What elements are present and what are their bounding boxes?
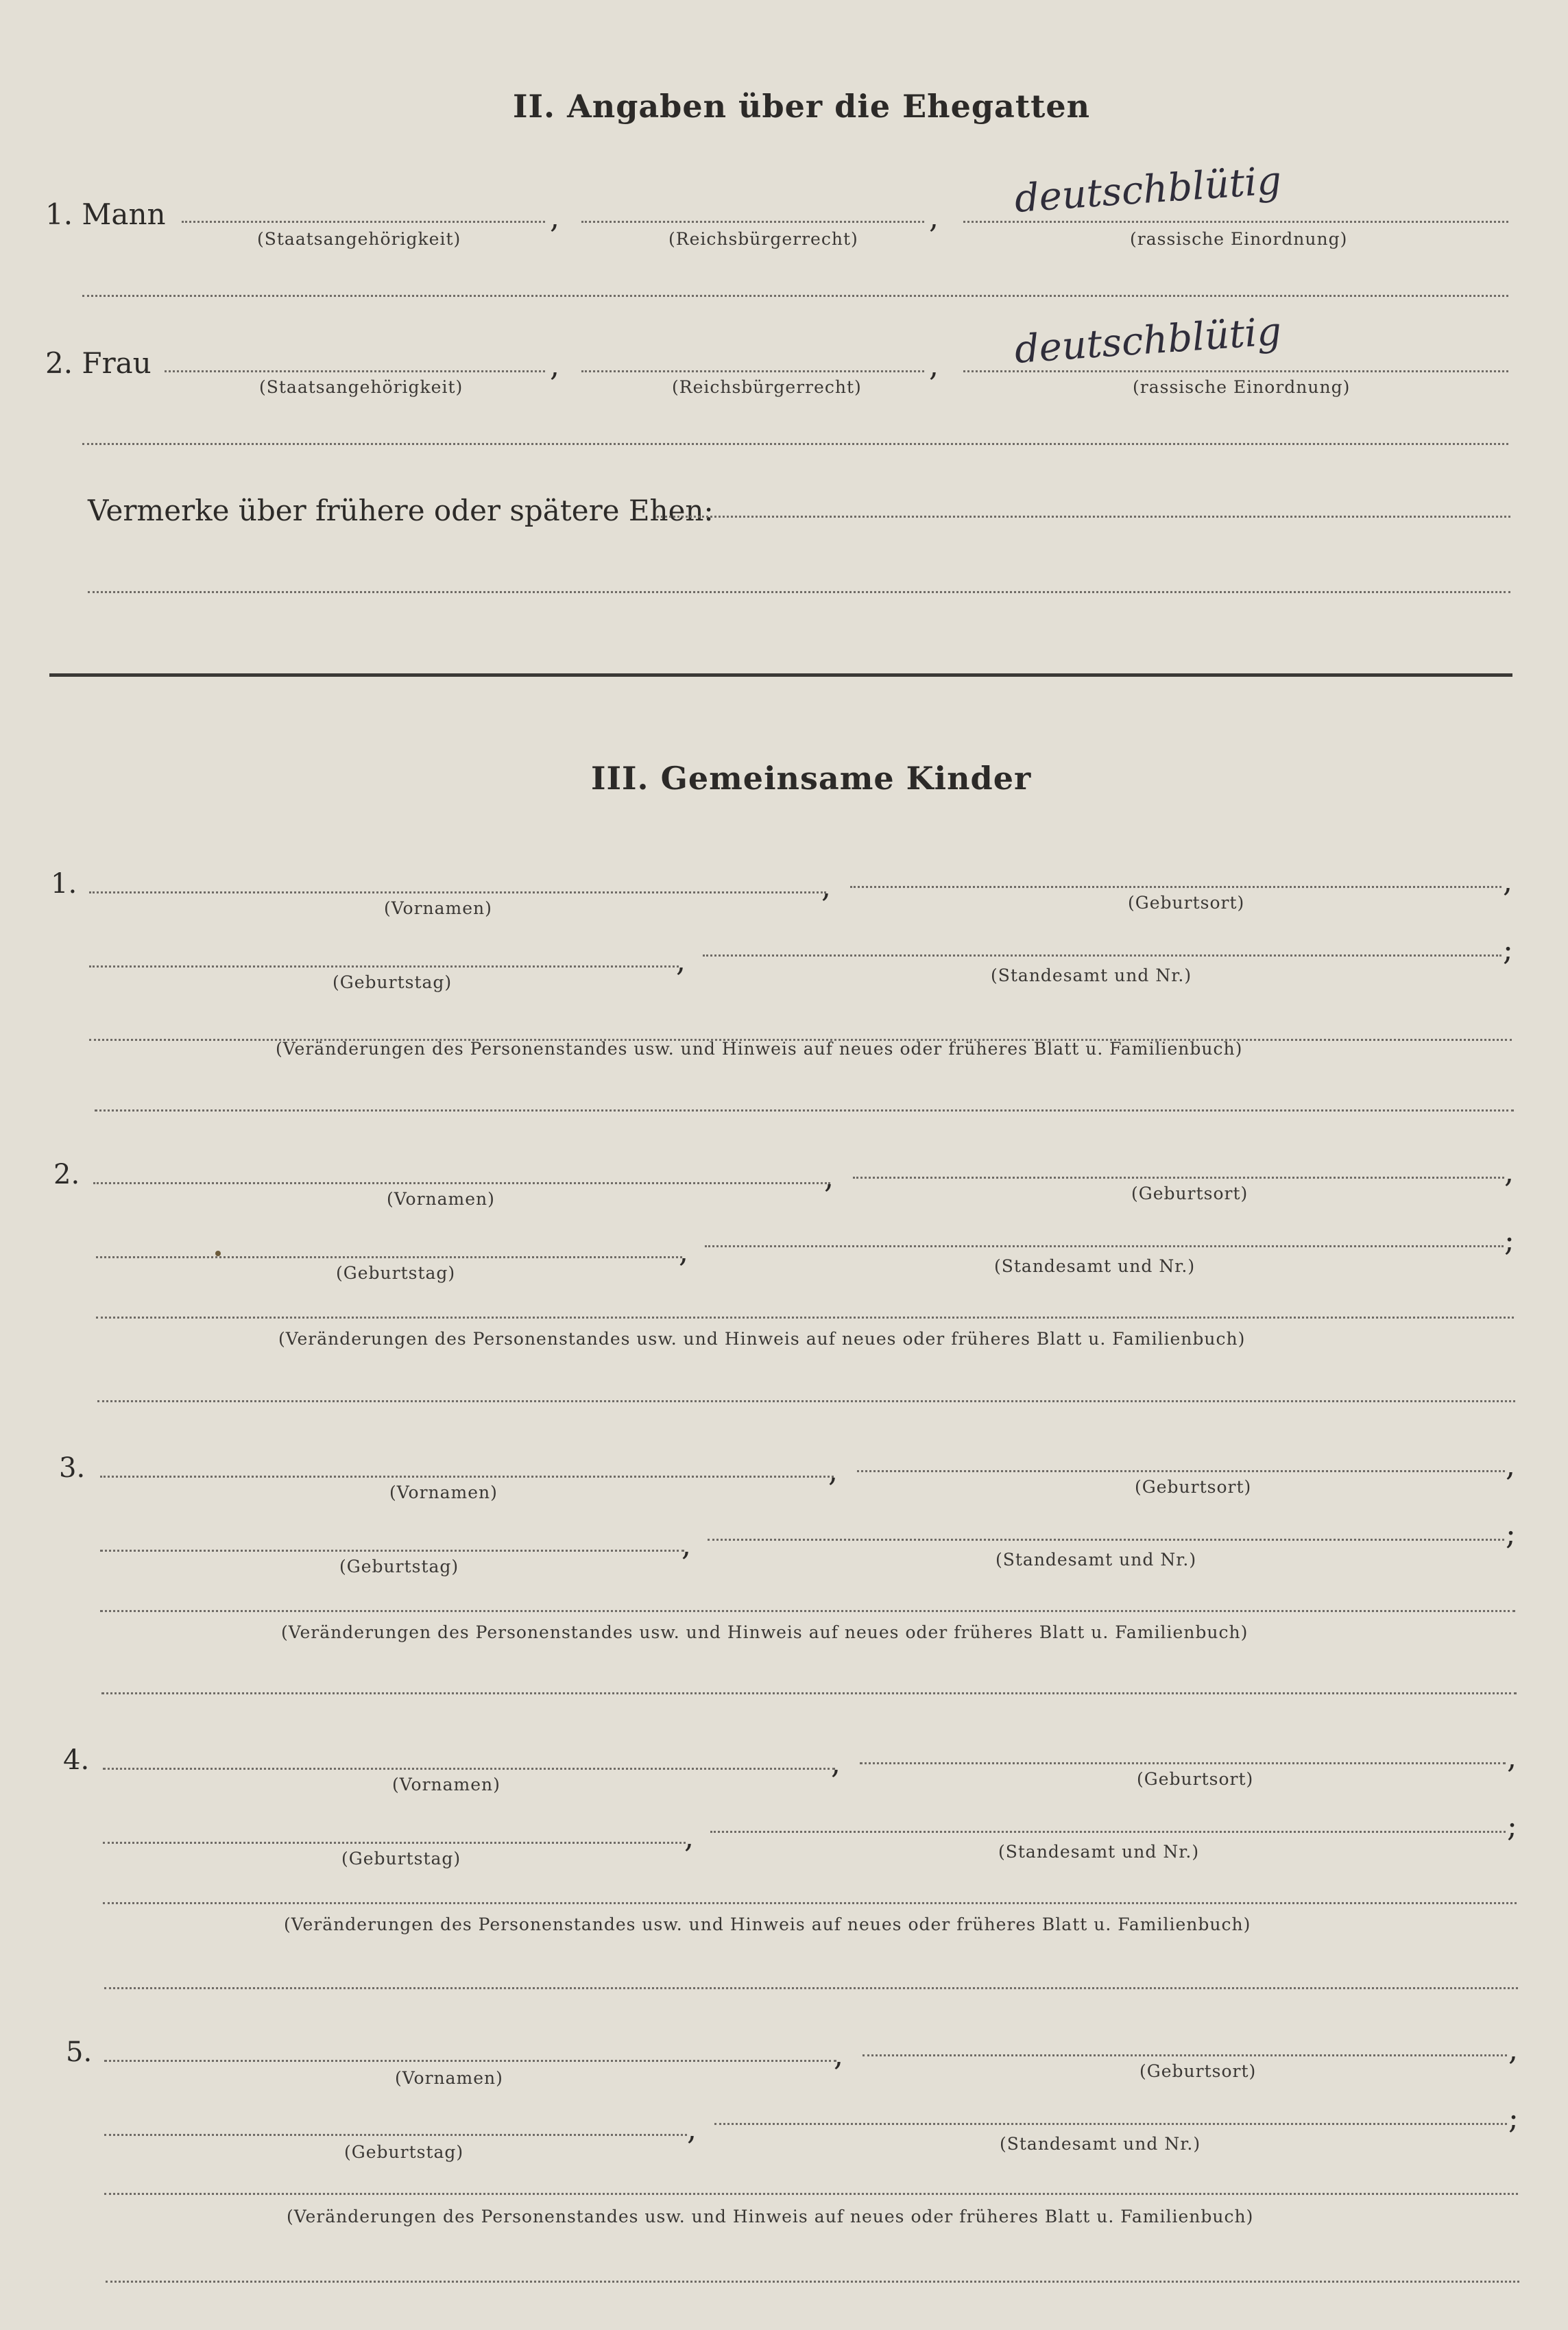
child-number: 1.: [51, 868, 77, 900]
child-cap-veraenderungen: (Veränderungen des Personenstandes usw. und Hinweis auf neues oder früheres Blatt u. Familienbuch): [276, 1039, 1243, 1059]
child-comma-2: ,: [1504, 1155, 1514, 1190]
child-comma-2: ,: [1507, 1740, 1517, 1775]
child-vornamen-field[interactable]: [93, 1182, 830, 1184]
mann-rass-field[interactable]: [963, 221, 1508, 223]
child-cap-geburtstag: (Geburtstag): [336, 1263, 456, 1283]
child-cap-vornamen: (Vornamen): [387, 1189, 495, 1209]
child-cap-veraenderungen: (Veränderungen des Personenstandes usw. und Hinweis auf neues oder früheres Blatt u. Familienbuch): [281, 1622, 1249, 1642]
child-comma-2: ,: [1506, 1448, 1515, 1483]
frau-reichs-field[interactable]: [581, 370, 924, 372]
mann-extra-line[interactable]: [82, 295, 1508, 297]
mann-staats-field[interactable]: [182, 221, 545, 223]
child-comma-1: ,: [824, 1160, 834, 1195]
child-extra-line[interactable]: [106, 2281, 1519, 2283]
frau-comma-1: ,: [550, 348, 559, 383]
child-geburtstag-field[interactable]: [100, 1550, 684, 1552]
child-comma-2: ,: [1508, 2032, 1518, 2067]
child-cap-geburtstag: (Geburtstag): [344, 2142, 464, 2162]
child-comma-1: ,: [834, 2038, 843, 2073]
child-comma-3: ,: [684, 1820, 694, 1855]
child-geburtsort-field[interactable]: [857, 1470, 1505, 1472]
child-semicolon: ;: [1507, 1809, 1517, 1844]
child-cap-veraenderungen: (Veränderungen des Personenstandes usw. und Hinweis auf neues oder früheres Blatt u. Familienbuch): [284, 1914, 1251, 1934]
frau-extra-line[interactable]: [82, 443, 1508, 445]
child-semicolon: ;: [1504, 1223, 1515, 1258]
mann-reichs-field[interactable]: [581, 221, 924, 223]
child-cap-standesamt: (Standesamt und Nr.): [1000, 2134, 1201, 2154]
frau-label: 2. Frau: [45, 346, 152, 380]
frau-rass-field[interactable]: [963, 370, 1508, 372]
section-divider: [49, 673, 1512, 677]
child-comma-3: ,: [676, 944, 686, 978]
child-number: 3.: [59, 1452, 86, 1484]
child-semicolon: ;: [1503, 933, 1513, 968]
child-cap-geburtsort: (Geburtsort): [1131, 1184, 1249, 1203]
ink-spot: [215, 1251, 221, 1256]
child-cap-vornamen: (Vornamen): [392, 1775, 500, 1794]
mann-comma-2: ,: [929, 200, 939, 235]
child-veraenderungen-field[interactable]: [100, 1610, 1515, 1612]
child-cap-geburtsort: (Geburtsort): [1135, 1477, 1252, 1497]
vermerke-field-1[interactable]: [657, 516, 1510, 518]
child-cap-standesamt: (Standesamt und Nr.): [994, 1256, 1196, 1276]
child-geburtstag-field[interactable]: [96, 1256, 682, 1258]
child-vornamen-field[interactable]: [104, 2060, 836, 2062]
child-comma-3: ,: [679, 1234, 688, 1269]
child-comma-1: ,: [828, 1454, 838, 1489]
child-number: 5.: [66, 2037, 93, 2068]
child-cap-geburtstag: (Geburtstag): [339, 1557, 459, 1576]
child-cap-veraenderungen: (Veränderungen des Personenstandes usw. und Hinweis auf neues oder früheres Blatt u. Familienbuch): [287, 2207, 1254, 2226]
frau-handwritten-entry: deutschblütig: [1013, 309, 1283, 372]
child-standesamt-field[interactable]: [708, 1539, 1504, 1541]
child-geburtstag-field[interactable]: [89, 965, 679, 968]
child-cap-geburtsort: (Geburtsort): [1128, 893, 1245, 913]
child-standesamt-field[interactable]: [710, 1831, 1506, 1833]
frau-staats-field[interactable]: [165, 370, 545, 372]
child-comma-3: ,: [687, 2112, 697, 2147]
child-geburtstag-field[interactable]: [103, 1842, 686, 1844]
child-cap-vornamen: (Vornamen): [389, 1482, 498, 1502]
child-comma-1: ,: [821, 869, 831, 904]
mann-cap-staats: (Staatsangehörigkeit): [257, 229, 461, 249]
child-cap-geburtsort: (Geburtsort): [1139, 2061, 1257, 2081]
child-cap-vornamen: (Vornamen): [395, 2068, 503, 2088]
frau-cap-rass: (rassische Einordnung): [1133, 377, 1351, 397]
child-standesamt-field[interactable]: [714, 2123, 1507, 2125]
child-cap-vornamen: (Vornamen): [384, 898, 492, 918]
child-standesamt-field[interactable]: [703, 954, 1501, 957]
child-veraenderungen-field[interactable]: [103, 1902, 1517, 1904]
frau-cap-staats: (Staatsangehörigkeit): [259, 377, 463, 397]
child-cap-standesamt: (Standesamt und Nr.): [996, 1550, 1197, 1570]
child-extra-line[interactable]: [95, 1109, 1514, 1112]
child-extra-line[interactable]: [101, 1692, 1517, 1694]
child-comma-3: ,: [682, 1528, 691, 1563]
child-geburtsort-field[interactable]: [853, 1177, 1504, 1179]
child-extra-line[interactable]: [104, 1987, 1518, 1989]
section3-title: III. Gemeinsame Kinder: [591, 760, 1032, 797]
child-geburtstag-field[interactable]: [104, 2134, 687, 2136]
child-veraenderungen-field[interactable]: [96, 1317, 1514, 1319]
mann-cap-rass: (rassische Einordnung): [1130, 229, 1348, 249]
mann-label: 1. Mann: [45, 197, 166, 231]
child-vornamen-field[interactable]: [103, 1768, 835, 1770]
vermerke-field-2[interactable]: [88, 591, 1510, 593]
child-geburtsort-field[interactable]: [860, 1762, 1506, 1764]
vermerke-label: Vermerke über frühere oder spätere Ehen:: [88, 494, 714, 527]
section2-title: II. Angaben über die Ehegatten: [513, 88, 1091, 125]
child-semicolon: ;: [1508, 2101, 1519, 2136]
child-number: 4.: [63, 1744, 90, 1776]
child-cap-geburtstag: (Geburtstag): [341, 1849, 461, 1869]
child-comma-1: ,: [831, 1746, 841, 1781]
child-veraenderungen-field[interactable]: [104, 2193, 1518, 2195]
child-semicolon: ;: [1506, 1517, 1516, 1552]
child-standesamt-field[interactable]: [705, 1245, 1504, 1247]
child-cap-standesamt: (Standesamt und Nr.): [991, 965, 1192, 985]
child-cap-standesamt: (Standesamt und Nr.): [998, 1842, 1200, 1862]
child-cap-veraenderungen: (Veränderungen des Personenstandes usw. und Hinweis auf neues oder früheres Blatt u. Familienbuch): [278, 1329, 1246, 1349]
child-extra-line[interactable]: [97, 1400, 1515, 1402]
frau-cap-reichs: (Reichsbürgerrecht): [672, 377, 862, 397]
child-geburtsort-field[interactable]: [850, 886, 1501, 888]
child-cap-geburtsort: (Geburtsort): [1137, 1769, 1254, 1789]
child-geburtsort-field[interactable]: [863, 2054, 1507, 2056]
child-vornamen-field[interactable]: [100, 1476, 834, 1478]
mann-comma-1: ,: [550, 200, 559, 235]
child-cap-geburtstag: (Geburtstag): [333, 972, 453, 992]
mann-handwritten-entry: deutschblütig: [1013, 158, 1283, 221]
frau-comma-2: ,: [929, 348, 939, 383]
mann-cap-reichs: (Reichsbürgerrecht): [668, 229, 858, 249]
child-number: 2.: [53, 1159, 80, 1190]
child-vornamen-field[interactable]: [89, 891, 826, 893]
child-comma-2: ,: [1503, 864, 1512, 899]
